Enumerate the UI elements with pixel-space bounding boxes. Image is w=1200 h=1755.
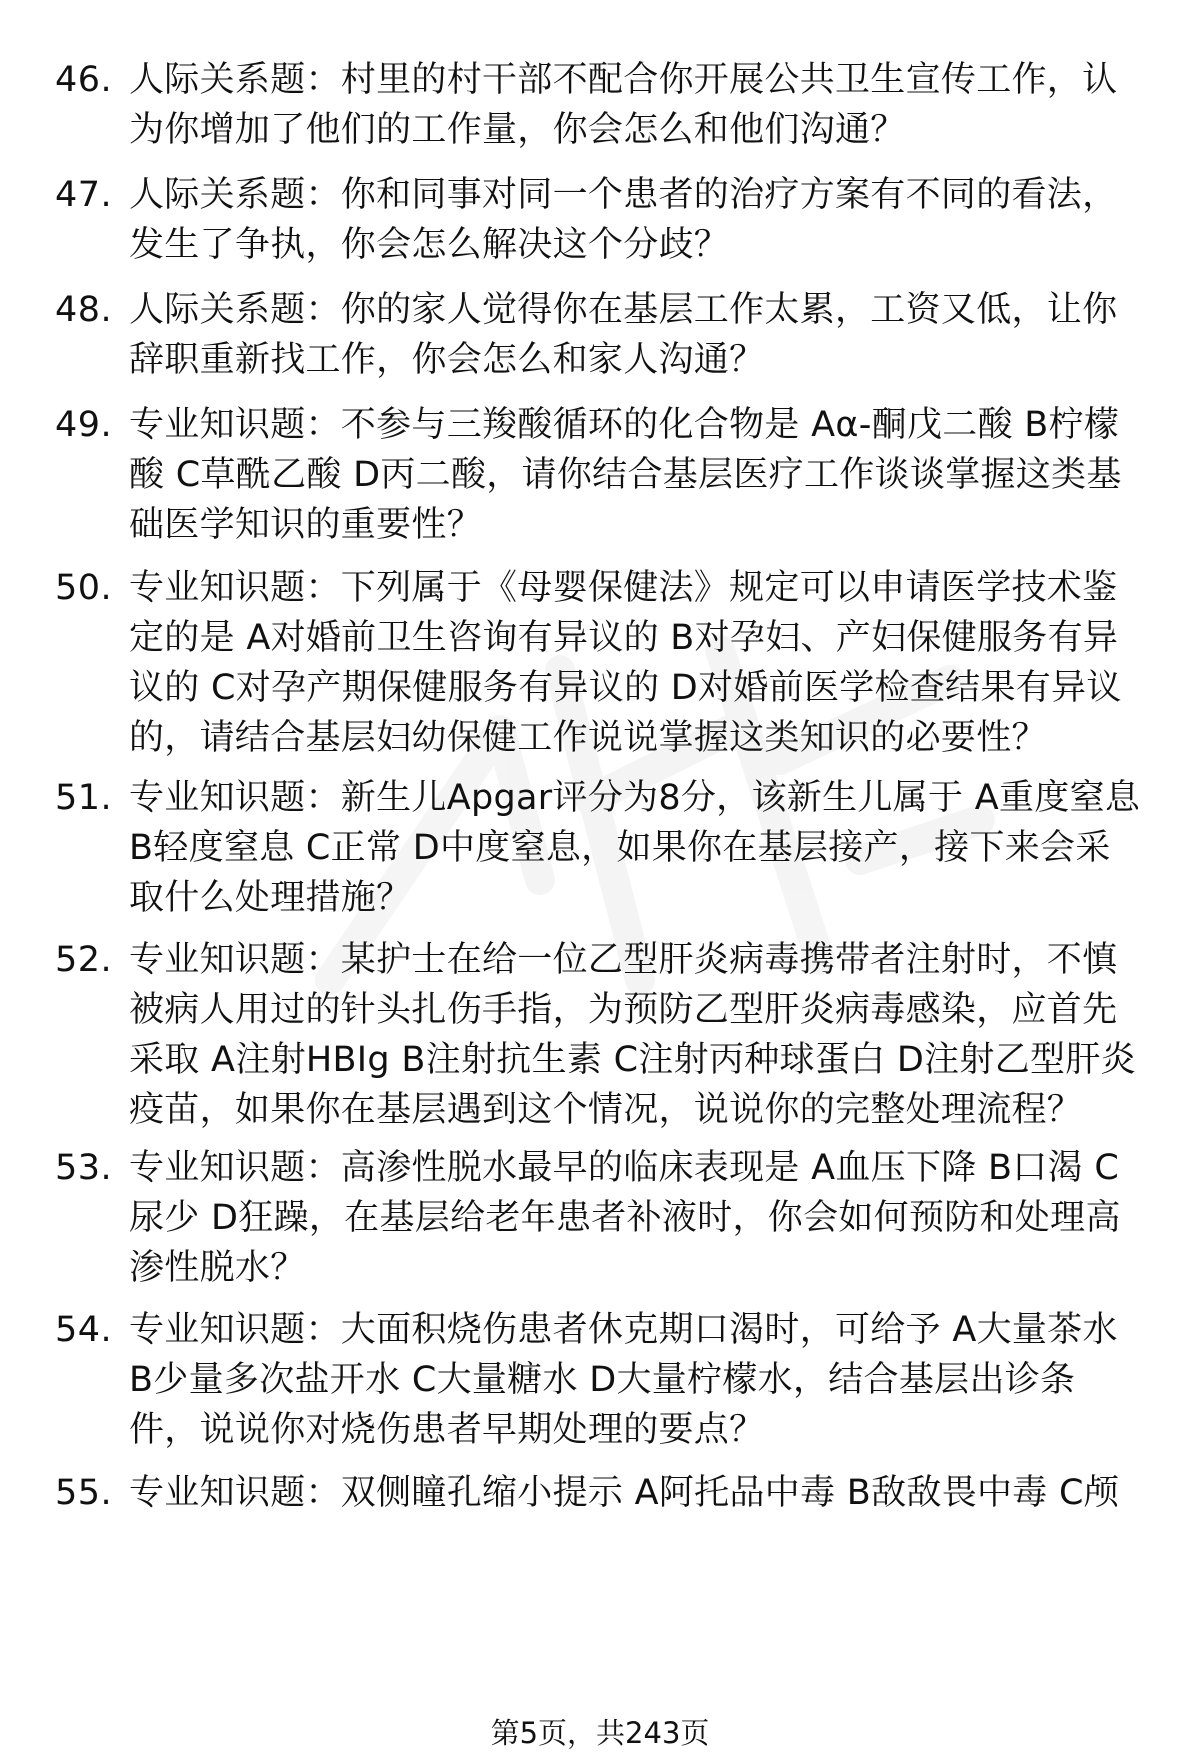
question-line: 件，说说你对烧伤患者早期处理的要点？	[129, 1410, 765, 1450]
question-text	[129, 55, 1169, 155]
question-line: 采取 A注射HBIg B注射抗生素 C注射丙种球蛋白 D注射乙型肝炎	[129, 1040, 1136, 1080]
question-line: 专业知识题：下列属于《母婴保健法》规定可以申请医学技术鉴	[129, 568, 1118, 608]
question-number: 53.	[55, 1148, 113, 1188]
question-number: 54.	[55, 1310, 113, 1350]
question-line: 专业知识题：高渗性脱水最早的临床表现是 A血压下降 B口渴 C	[129, 1148, 1120, 1188]
question-line: 为你增加了他们的工作量，你会怎么和他们沟通？	[129, 110, 906, 150]
page-number-footer: 第5页，共243页	[490, 1716, 710, 1750]
question-text	[129, 563, 1169, 763]
question-number: 46.	[55, 60, 113, 100]
question-number: 48.	[55, 290, 113, 330]
question-line: 被病人用过的针头扎伤手指，为预防乙型肝炎病毒感染，应首先	[129, 990, 1118, 1030]
question-line: 础医学知识的重要性？	[129, 505, 483, 545]
question-line: 专业知识题：大面积烧伤患者休克期口渴时，可给予 A大量茶水	[129, 1310, 1118, 1350]
question-line: 议的 C对孕产期保健服务有异议的 D对婚前医学检查结果有异议	[129, 668, 1122, 708]
question-line: 尿少 D狂躁，在基层给老年患者补液时，你会如何预防和处理高	[129, 1198, 1121, 1238]
question-line: 定的是 A对婚前卫生咨询有异议的 B对孕妇、产妇保健服务有异	[129, 618, 1119, 658]
question-text	[129, 1468, 1169, 1518]
question-text	[129, 773, 1169, 923]
question-line: 专业知识题：不参与三羧酸循环的化合物是 Aα-酮戊二酸 B柠檬	[129, 405, 1120, 445]
question-text	[129, 400, 1169, 550]
question-line: 的，请结合基层妇幼保健工作说说掌握这类知识的必要性？	[129, 718, 1047, 758]
question-number: 47.	[55, 175, 113, 215]
question-line: 酸 C草酰乙酸 D丙二酸，请你结合基层医疗工作谈谈掌握这类基	[129, 455, 1122, 495]
question-line: 人际关系题：你的家人觉得你在基层工作太累，工资又低，让你	[129, 290, 1118, 330]
question-line: 专业知识题：双侧瞳孔缩小提示 A阿托品中毒 B敌敌畏中毒 C颅	[129, 1473, 1120, 1513]
question-line: 疫苗，如果你在基层遇到这个情况，说说你的完整处理流程？	[129, 1090, 1083, 1130]
question-text	[129, 1305, 1169, 1455]
question-number: 52.	[55, 940, 113, 980]
question-line: B少量多次盐开水 C大量糖水 D大量柠檬水，结合基层出诊条	[129, 1360, 1076, 1400]
question-line: 渗性脱水？	[129, 1248, 306, 1288]
question-line: B轻度窒息 C正常 D中度窒息，如果你在基层接产，接下来会采	[129, 828, 1111, 868]
question-line: 辞职重新找工作，你会怎么和家人沟通？	[129, 340, 765, 380]
question-line: 发生了争执，你会怎么解决这个分歧？	[129, 225, 730, 265]
question-line: 人际关系题：你和同事对同一个患者的治疗方案有不同的看法，	[129, 175, 1118, 215]
question-number: 50.	[55, 568, 113, 608]
question-line: 人际关系题：村里的村干部不配合你开展公共卫生宣传工作，认	[129, 60, 1118, 100]
question-number: 51.	[55, 778, 113, 818]
question-line: 专业知识题：某护士在给一位乙型肝炎病毒携带者注射时，不慎	[129, 940, 1118, 980]
question-text	[129, 285, 1169, 385]
question-line: 专业知识题：新生儿Apgar评分为8分，该新生儿属于 A重度窒息	[129, 778, 1141, 818]
question-text	[129, 935, 1169, 1135]
question-number: 55.	[55, 1473, 113, 1513]
question-text	[129, 170, 1169, 270]
question-line: 取什么处理措施？	[129, 878, 412, 918]
question-text	[129, 1143, 1169, 1293]
question-number: 49.	[55, 405, 113, 445]
